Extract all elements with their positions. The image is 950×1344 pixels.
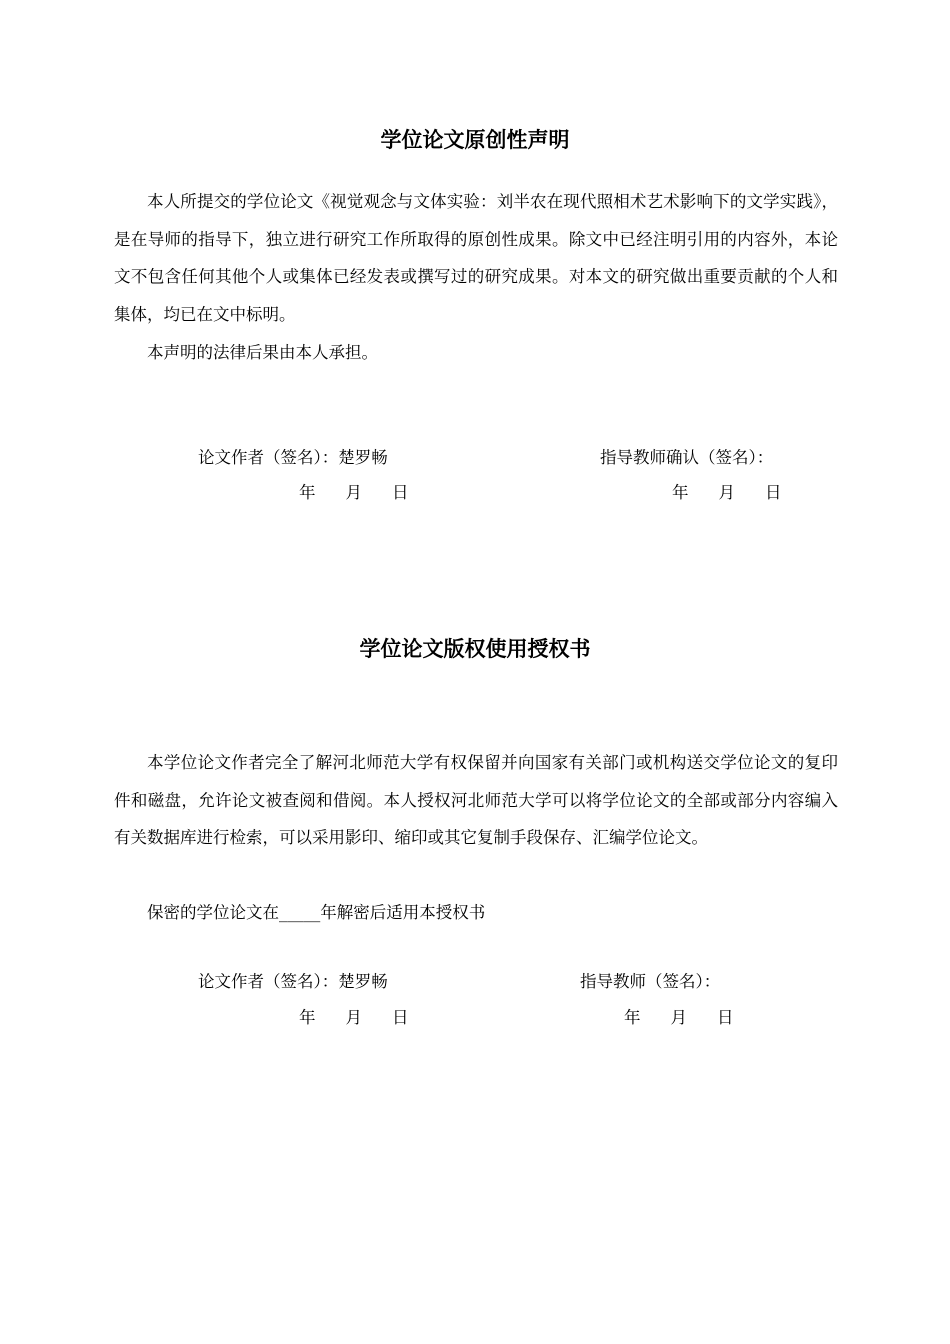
date-day-label: 日 [392, 1008, 409, 1027]
date-day-label: 日 [717, 1008, 734, 1027]
authorization-author-date [299, 1006, 409, 1030]
date-year-label: 年 [624, 1008, 641, 1027]
date-month-label: 月 [670, 1008, 687, 1027]
declaration-title: 学位论文原创性声明 [380, 128, 570, 152]
declaration-supervisor-signature: 指导教师确认（签名）： [600, 448, 774, 467]
authorization-title: 学位论文版权使用授权书 [359, 637, 591, 661]
date-month-label: 月 [345, 483, 362, 502]
date-month-label: 月 [718, 483, 735, 502]
authorization-supervisor-signature: 指导教师（签名）： [580, 972, 721, 991]
declaration-author-date [299, 481, 409, 505]
date-year-label: 年 [299, 1008, 316, 1027]
date-month-label: 月 [345, 1008, 362, 1027]
authorization-paragraph: 本学位论文作者完全了解河北师范大学有权保留并向国家有关部门或机构送交学位论文的复印件和磁盘，允许论文被查阅和借阅。本人授权河北师范大学可以将学位论文的全部或部分内容编入有关数据库进行检索，可以采用影印、缩印或其它复制手段保存、汇编学位论文。 [114, 753, 838, 847]
authorization-supervisor-date [624, 1006, 734, 1030]
declaration-supervisor-date [672, 481, 782, 505]
date-year-label: 年 [299, 483, 316, 502]
confidentiality-suffix: 年解密后适用本授权书 [320, 903, 486, 922]
confidentiality-paragraph [114, 894, 838, 932]
authorization-author-signature: 论文作者（签名）：楚罗畅 [198, 972, 388, 991]
date-day-label: 日 [765, 483, 782, 502]
confidentiality-year-blank: _____ [279, 903, 321, 922]
confidentiality-prefix: 保密的学位论文在 [147, 903, 279, 922]
date-year-label: 年 [672, 483, 689, 502]
declaration-author-signature: 论文作者（签名）：楚罗畅 [198, 448, 388, 467]
declaration-liability-paragraph: 本声明的法律后果由本人承担。 [147, 343, 378, 362]
date-day-label: 日 [392, 483, 409, 502]
declaration-paragraph: 本人所提交的学位论文《视觉观念与文体实验：刘半农在现代照相术艺术影响下的文学实践》，是在导师的指导下，独立进行研究工作所取得的原创性成果。除文中已经注明引用的内容外，本论文不包含任何其他个人或集体已经发表或撰写过的研究成果。对本文的研究做出重要贡献的个人和集体，均已在文中标明。 [114, 192, 838, 324]
